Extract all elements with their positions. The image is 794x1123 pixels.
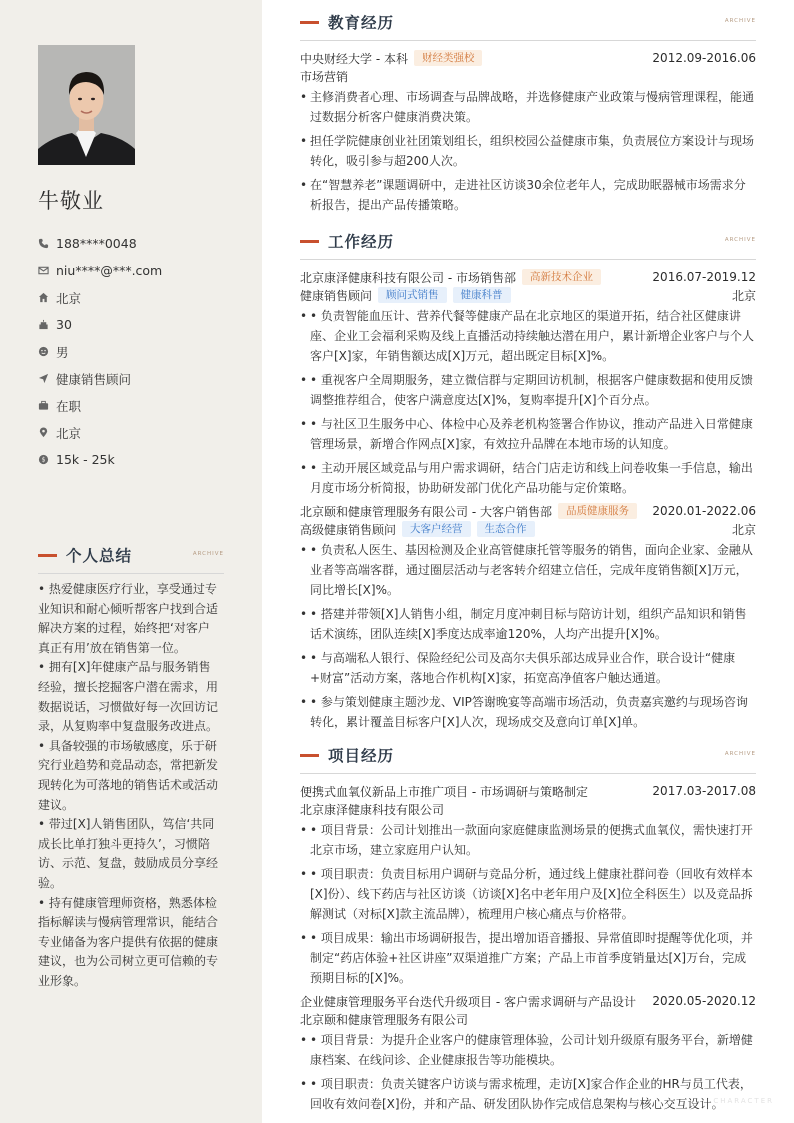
section-accent-bar	[38, 554, 57, 557]
project-title-line	[300, 992, 756, 1010]
list-item: • • 项目职责：负责关键客户访谈与需求梳理，走访[X]家合作企业的HR与员工代表，回收有效问卷[X]份，并和产品、研发团队协作完成信息架构与核心交互设计。	[300, 1074, 756, 1114]
list-item: • • 与社区卫生服务中心、体检中心及养老机构签署合作协议，推动产品进入日常健康管理场景，新增合作网点[X]家，有效拉升品牌在本地市场的认知度。	[300, 414, 756, 454]
list-item: • • 搭建并带领[X]人销售小组，制定月度冲刺目标与陪访计划，组织产品知识和销售话术演练，团队连续[X]季度达成率逾120%，人均产出提升[X]%。	[300, 604, 756, 644]
project-date: 2020.05-2020.12	[652, 994, 756, 1008]
list-item: • • 与高端私人银行、保险经纪公司及高尔夫俱乐部达成异业合作，联合设计“健康+财富”活动方案，落地合作机构[X]家，拓宽高净值客户触达通道。	[300, 648, 756, 688]
education-header-line	[300, 49, 756, 67]
section-accent-bar	[300, 240, 319, 243]
face-icon	[38, 346, 49, 357]
info-hometown	[38, 284, 238, 311]
status-text: 在职	[56, 398, 82, 414]
info-city	[38, 419, 238, 446]
list-item: • 担任学院健康创业社团策划组长，组织校园公益健康市集，负责展位方案设计与现场转化，吸引参与超200人次。	[300, 131, 756, 171]
list-item: • • 项目背景：公司计划推出一款面向家庭健康监测场景的便携式血氧仪，需快速打开北京市场，建立家庭用户认知。	[300, 820, 756, 860]
job-date: 2016.07-2019.12	[652, 270, 756, 284]
section-accent-bar	[300, 21, 319, 24]
info-phone	[38, 230, 238, 257]
company-badge: 高新技术企业	[522, 269, 601, 285]
section-archive-tag: ARCHIVE	[724, 751, 756, 757]
job-company-line	[300, 268, 756, 286]
project-org: 北京颐和健康管理服务有限公司	[300, 1012, 469, 1027]
job-bullets	[300, 540, 756, 732]
section-accent-bar	[300, 754, 319, 757]
profile-photo	[38, 45, 135, 165]
summary-paragraph: • 带过[X]人销售团队，笃信‘共同成长比单打独斗更持久’，习惯陪访、示范、复盘，鼓励成员分享经验。	[38, 817, 219, 890]
projects-section	[300, 745, 756, 1118]
info-email	[38, 257, 238, 284]
list-item: • • 主动开展区域竞品与用户需求调研，结合门店走访和线上问卷收集一手信息，输出月度市场分析简报，协助研发部门优化产品功能与定价策略。	[300, 458, 756, 498]
contact-info-list	[38, 230, 238, 473]
job-date: 2020.01-2022.06	[652, 504, 756, 518]
job-bullets	[300, 306, 756, 498]
send-icon	[38, 373, 49, 384]
list-item: • • 重视客户全周期服务，建立微信群与定期回访机制，根据客户健康数据和使用反馈调整推荐组合，使客户满意度达[X]%，复购率提升[X]个百分点。	[300, 370, 756, 410]
job-company-line	[300, 502, 756, 520]
role-skill-tag: 健康科普	[453, 287, 511, 303]
projects-section-header	[300, 745, 756, 765]
phone-text: 188****0048	[56, 236, 137, 251]
project-name: 企业健康管理服务平台迭代升级项目 - 客户需求调研与产品设计	[300, 994, 636, 1009]
education-date: 2012.09-2016.06	[652, 51, 756, 65]
gender-text: 男	[56, 344, 69, 360]
project-entry	[300, 782, 756, 988]
city-text: 北京	[56, 425, 82, 441]
project-org: 北京康泽健康科技有限公司	[300, 802, 445, 817]
project-entry	[300, 992, 756, 1114]
job-role-line	[300, 520, 756, 538]
education-section	[300, 12, 756, 219]
email-text: niu****@***.com	[56, 263, 163, 278]
hometown-text: 北京	[56, 290, 82, 306]
major-line	[300, 67, 756, 85]
cake-icon	[38, 319, 49, 330]
list-item: • • 参与策划健康主题沙龙、VIP答谢晚宴等高端市场活动，负责嘉宾邀约与现场咨询转化，累计覆盖目标客户[X]人次，现场成交及意向订单[X]单。	[300, 692, 756, 732]
project-bullets	[300, 820, 756, 988]
project-name: 便携式血氧仪新品上市推广项目 - 市场调研与策略制定	[300, 784, 588, 799]
section-title: 个人总结	[66, 547, 133, 565]
summary-body	[38, 580, 220, 991]
candidate-name: 牛敬业	[38, 189, 104, 213]
phone-icon	[38, 238, 49, 249]
summary-paragraph: • 持有健康管理师资格，熟悉体检指标解读与慢病管理常识，能结合专业储备为客户提供有依据的健康建议，也为公司树立更可信赖的专业形象。	[38, 895, 219, 988]
education-bullets	[300, 87, 756, 215]
info-target-position	[38, 365, 238, 392]
info-age	[38, 311, 238, 338]
role-skill-tag: 顾问式销售	[378, 287, 447, 303]
summary-section-header	[38, 545, 224, 574]
school-badge: 财经类强校	[414, 50, 483, 66]
salary-icon	[38, 454, 49, 465]
section-title: 项目经历	[328, 747, 395, 765]
list-item: • • 负责私人医生、基因检测及企业高管健康托管等服务的销售，面向企业家、金融从业者等高端客群，通过圈层活动与老客转介绍建立信任，完成年度销售额[X]万元，同比增长[X]%。	[300, 540, 756, 600]
location-pin-icon	[38, 427, 49, 438]
section-archive-tag: ARCHIVE	[724, 18, 756, 24]
mail-icon	[38, 265, 49, 276]
role-skill-tag: 大客户经营	[402, 521, 471, 537]
project-bullets	[300, 1030, 756, 1114]
company-name: 北京颐和健康管理服务有限公司 - 大客户销售部	[300, 504, 552, 519]
company-badge: 品质健康服务	[558, 503, 637, 519]
job-city: 北京	[731, 522, 756, 537]
list-item: • • 项目职责：负责目标用户调研与竞品分析，通过线上健康社群问卷（回收有效样本[X]份）、线下药店与社区访谈（访谈[X]名中老年用户及[X]位全科医生）以及竞品拆解测试（对标[X]款主流品牌），梳理用户核心痛点与价格带。	[300, 864, 756, 924]
school-name: 中央财经大学 - 本科	[300, 51, 408, 66]
info-salary	[38, 446, 238, 473]
salary-text: 15k - 25k	[56, 452, 115, 467]
project-org-line	[300, 800, 756, 818]
project-title-line	[300, 782, 756, 800]
section-divider	[38, 573, 224, 574]
summary-paragraph: • 拥有[X]年健康产品与服务销售经验，擅长挖掘客户潜在需求，用数据说话，习惯做好每一次回访记录，从复购率中复盘服务改进点。	[38, 660, 219, 734]
info-gender	[38, 338, 238, 365]
age-text: 30	[56, 317, 72, 332]
briefcase-icon	[38, 400, 49, 411]
section-title: 教育经历	[328, 14, 395, 32]
position-text: 健康销售顾问	[56, 371, 132, 387]
list-item: • • 负责智能血压计、营养代餐等健康产品在北京地区的渠道开拓，结合社区健康讲座、企业工会福利采购及线上直播活动持续触达潜在用户，累计新增企业客户与个人客户[X]家，年销售额达成[X]万元，超出既定目标[X]%。	[300, 306, 756, 366]
work-section	[300, 231, 756, 736]
work-section-header	[300, 231, 756, 251]
job-role: 健康销售顾问	[300, 288, 373, 303]
section-archive-tag: ARCHIVE	[192, 551, 224, 557]
list-item: • • 项目背景：为提升企业客户的健康管理体验，公司计划升级原有服务平台，新增健康档案、在线问诊、企业健康报告等功能模块。	[300, 1030, 756, 1070]
section-archive-tag: ARCHIVE	[724, 237, 756, 243]
company-name: 北京康泽健康科技有限公司 - 市场销售部	[300, 270, 516, 285]
svg-text:$: $	[41, 455, 46, 464]
home-icon	[38, 292, 49, 303]
project-date: 2017.03-2017.08	[652, 784, 756, 798]
sidebar	[0, 0, 262, 1123]
info-status	[38, 392, 238, 419]
summary-paragraph: • 具备较强的市场敏感度，乐于研究行业趋势和竞品动态，常把新发现转化为可落地的销售话术或活动建议。	[38, 738, 219, 812]
list-item: • • 项目成果：输出市场调研报告，提出增加语音播报、异常值即时提醒等优化项，并制定“药店体验+社区讲座”双渠道推广方案；产品上市首季度销量达[X]万台，完成预期目标的[X]%。	[300, 928, 756, 988]
job-role-line	[300, 286, 756, 304]
education-section-header	[300, 12, 756, 32]
major-name: 市场营销	[300, 69, 349, 84]
list-item: • 在“智慧养老”课题调研中，走进社区访谈30余位老年人，完成助眠器械市场需求分析报告，提出产品传播策略。	[300, 175, 756, 215]
list-item: • 主修消费者心理、市场调查与品牌战略，并选修健康产业政策与慢病管理课程，能通过数据分析客户健康消费决策。	[300, 87, 756, 127]
job-city: 北京	[731, 288, 756, 303]
job-role: 高级健康销售顾问	[300, 522, 397, 537]
summary-paragraph: • 热爱健康医疗行业，享受通过专业知识和耐心倾听帮客户找到合适解决方案的过程，始终把‘对客户真正有用’放在销售第一位。	[38, 582, 219, 655]
project-org-line	[300, 1010, 756, 1028]
section-title: 工作经历	[328, 233, 395, 251]
job-entry	[300, 268, 756, 498]
job-entry	[300, 502, 756, 732]
watermark: CHARACTER	[713, 1097, 774, 1105]
role-skill-tag: 生态合作	[477, 521, 535, 537]
